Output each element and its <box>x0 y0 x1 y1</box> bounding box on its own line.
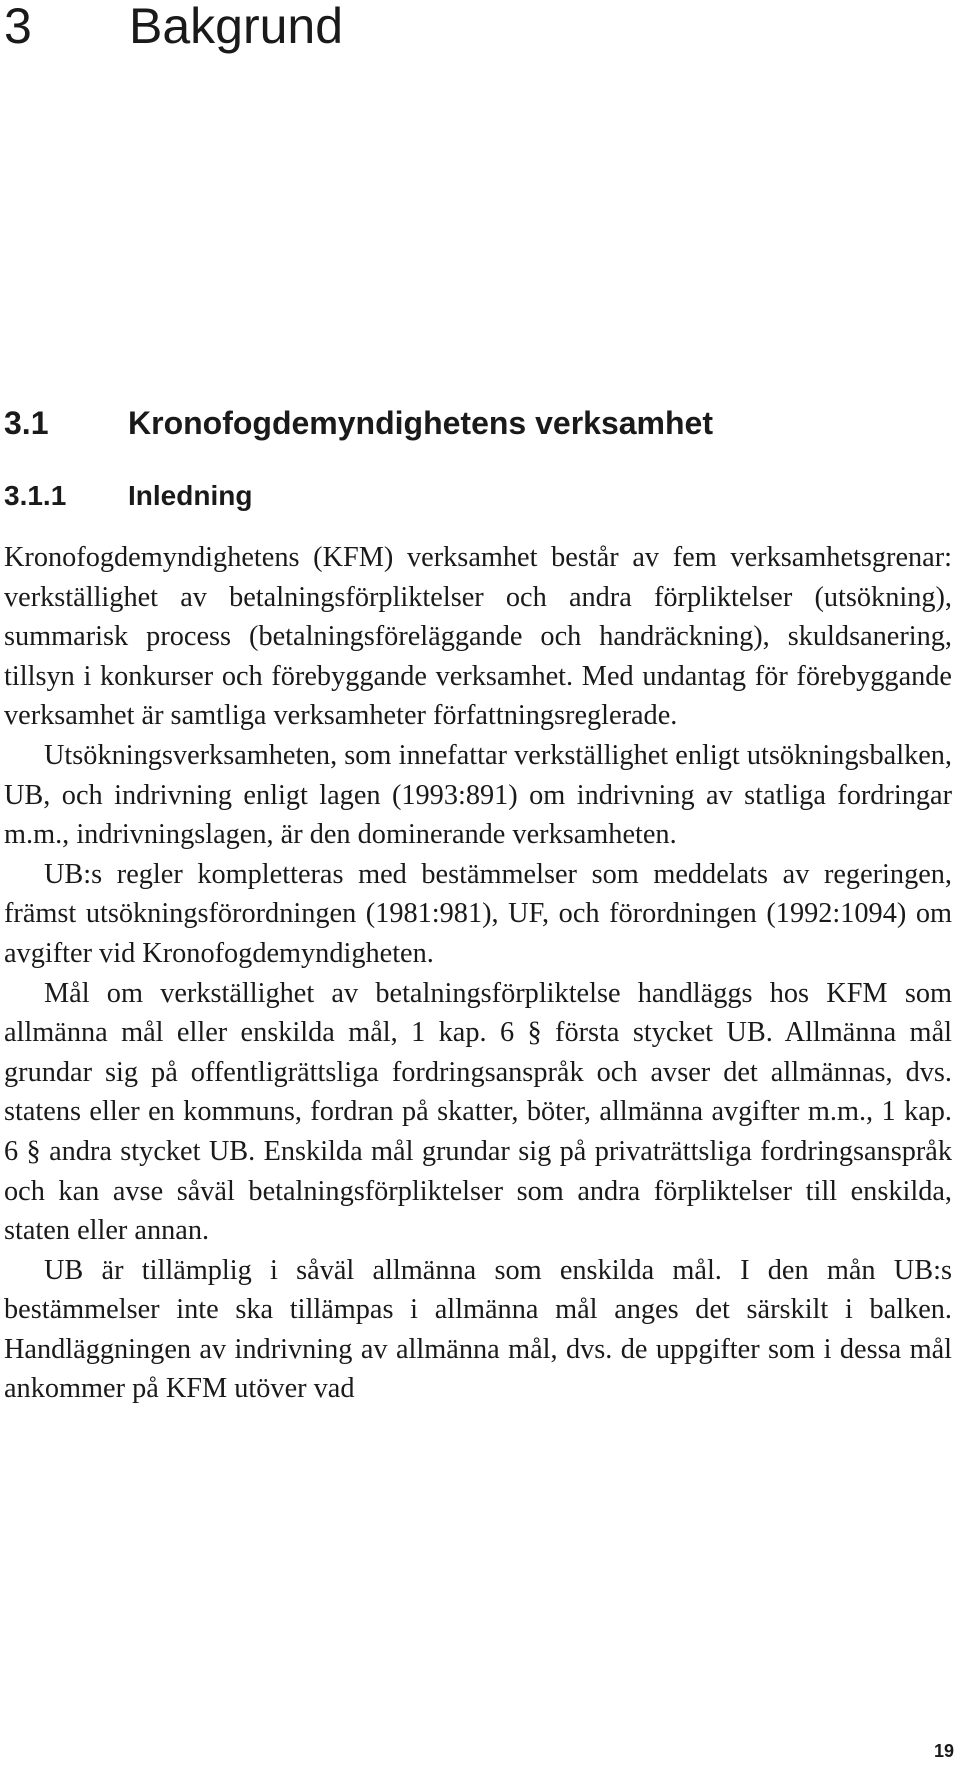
chapter-number: 3 <box>4 0 32 54</box>
chapter-heading <box>4 0 343 54</box>
section-number: 3.1 <box>4 405 49 441</box>
paragraph: Kronofogdemyndighetens (KFM) verksamhet består av fem verksamhetsgrenar: verkställighet av betalningsförpliktelser och andra förpliktelser (utsökning), summarisk process (betalningsföreläggande och handräckning), skuldsanering, tillsyn i konkurser och förebyggande verksamhet. Med undantag för förebyggande verksamhet är samtliga verksamheter författningsreglerade. <box>4 542 952 732</box>
subsection-number: 3.1.1 <box>4 480 67 511</box>
paragraph: UB:s regler kompletteras med bestämmelser som meddelats av regeringen, främst utsökningsförordningen (1981:981), UF, och förordningen (1992:1094) om avgifter vid Kronofogdemyndigheten. <box>4 858 952 969</box>
section-heading <box>4 402 713 444</box>
body-text <box>4 538 952 1409</box>
subsection-title: Inledning <box>128 480 253 511</box>
page-number: 19 <box>933 1741 954 1761</box>
section-title: Kronofogdemyndighetens verksamhet <box>128 405 713 441</box>
paragraph: Mål om verkställighet av betalningsförpliktelse handläggs hos KFM som allmänna mål eller enskilda mål, 1 kap. 6 § första stycket UB. Allmänna mål grundar sig på offentligrättsliga fordringsanspråk och avser det allmännas, dvs. statens eller en kommuns, fordran på skatter, böter, allmänna avgifter m.m., 1 kap. 6 § andra stycket UB. Enskilda mål grundar sig på privaträttsliga fordringsanspråk och kan avse såväl betalningsförpliktelser som andra förpliktelser till enskilda, staten eller annan. <box>4 977 952 1247</box>
paragraph: UB är tillämplig i såväl allmänna som enskilda mål. I den mån UB:s bestämmelser inte ska tillämpas i allmänna mål anges det särskilt i balken. Handläggningen av indrivning av allmänna mål, dvs. de uppgifter som i dessa mål ankommer på KFM utöver vad <box>4 1254 952 1405</box>
chapter-title: Bakgrund <box>129 0 344 54</box>
paragraph: Utsökningsverksamheten, som innefattar verkställighet enligt utsökningsbalken, UB, och indrivning enligt lagen (1993:891) om indrivning av statliga fordringar m.m., indrivningslagen, är den dominerande verksamheten. <box>4 739 952 851</box>
subsection-heading <box>4 478 252 514</box>
